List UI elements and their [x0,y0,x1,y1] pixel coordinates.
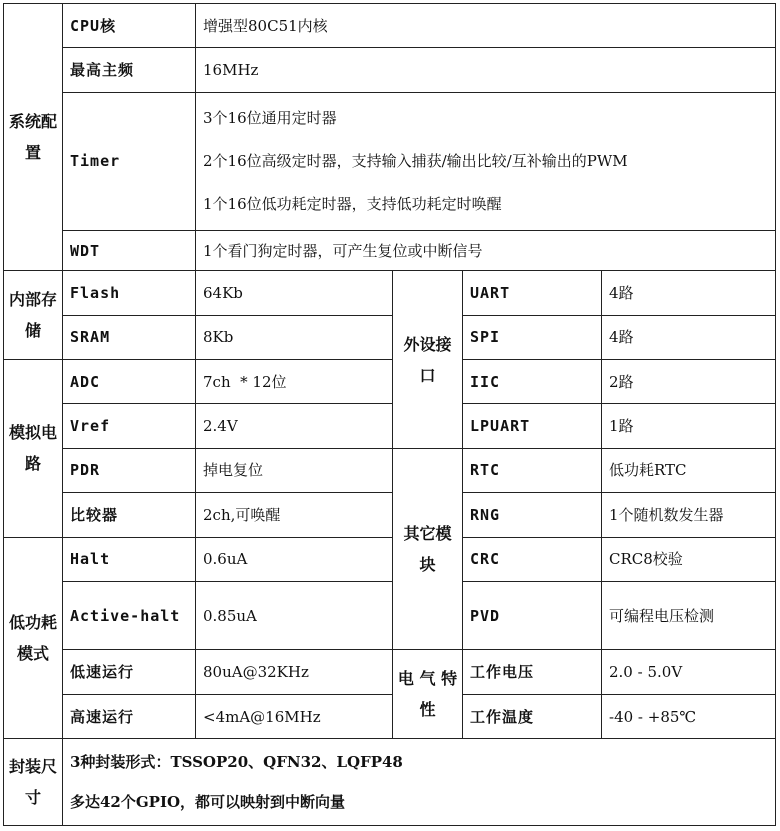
iic-label: IIC [463,360,602,404]
row-flash [4,271,776,315]
rtc-label: RTC [463,448,602,492]
spi-label: SPI [463,315,602,359]
row-wdt [4,230,776,270]
halt-label: Halt [63,537,196,581]
voltage-label: 工作电压 [463,650,602,694]
iic-value: 2路 [602,360,776,404]
timer-label: Timer [63,92,196,230]
row-pdr [4,448,776,492]
temp-value: -40 - +85℃ [602,694,776,738]
section-other: 其它模块 [393,448,463,650]
rng-label: RNG [463,493,602,537]
pdr-value: 掉电复位 [196,448,393,492]
timer-line: 2个16位高级定时器，支持输入捕获/输出比较/互补输出的PWM [203,151,628,170]
rng-value: 1个随机数发生器 [602,493,776,537]
low-speed-value: 80uA@32KHz [196,650,393,694]
crc-value: CRC8校验 [602,537,776,581]
section-storage: 内部存储 [4,271,63,360]
crc-label: CRC [463,537,602,581]
active-halt-label: Active-halt [63,581,196,650]
timer-line: 3个16位通用定时器 [203,108,337,127]
wdt-label: WDT [63,230,196,270]
flash-label: Flash [63,271,196,315]
rtc-value: 低功耗RTC [602,448,776,492]
timer-value [196,92,776,230]
spec-table [3,3,776,826]
row-vref [4,404,776,448]
adc-value: 7ch * 12位 [196,360,393,404]
halt-value: 0.6uA [196,537,393,581]
sram-label: SRAM [63,315,196,359]
sram-value: 8Kb [196,315,393,359]
section-lowpower: 低功耗模式 [4,537,63,739]
package-line: 多达42个GPIO，都可以映射到中断向量 [70,793,346,812]
temp-label: 工作温度 [463,694,602,738]
comparator-value: 2ch,可唤醒 [196,493,393,537]
wdt-value: 1个看门狗定时器，可产生复位或中断信号 [196,230,776,270]
timer-line: 1个16位低功耗定时器，支持低功耗定时唤醒 [203,194,502,213]
vref-label: Vref [63,404,196,448]
row-high-speed [4,694,776,738]
row-timer [4,92,776,230]
low-speed-label: 低速运行 [63,650,196,694]
comparator-label: 比较器 [63,493,196,537]
row-comparator [4,493,776,537]
adc-label: ADC [63,360,196,404]
row-low-speed [4,650,776,694]
pvd-label: PVD [463,581,602,650]
uart-value: 4路 [602,271,776,315]
pvd-value: 可编程电压检测 [602,581,776,650]
row-halt [4,537,776,581]
uart-label: UART [463,271,602,315]
section-analog: 模拟电路 [4,360,63,538]
section-system: 系统配置 [4,4,63,271]
pdr-label: PDR [63,448,196,492]
vref-value: 2.4V [196,404,393,448]
package-value [63,739,776,826]
row-active-halt [4,581,776,650]
active-halt-value: 0.85uA [196,581,393,650]
high-speed-label: 高速运行 [63,694,196,738]
section-electrical: 电 气 特性 [393,650,463,739]
row-sram [4,315,776,359]
row-adc [4,360,776,404]
section-peripheral: 外设接口 [393,271,463,449]
row-freq [4,48,776,92]
row-cpu [4,4,776,48]
cpu-label: CPU核 [63,4,196,48]
lpuart-value: 1路 [602,404,776,448]
spi-value: 4路 [602,315,776,359]
flash-value: 64Kb [196,271,393,315]
package-line: 3种封装形式：TSSOP20、QFN32、LQFP48 [70,753,403,772]
voltage-value: 2.0 - 5.0V [602,650,776,694]
lpuart-label: LPUART [463,404,602,448]
freq-label: 最高主频 [63,48,196,92]
cpu-value: 增强型80C51内核 [196,4,776,48]
section-package: 封装尺寸 [4,739,63,826]
freq-value: 16MHz [196,48,776,92]
row-package [4,739,776,826]
high-speed-value: <4mA@16MHz [196,694,393,738]
